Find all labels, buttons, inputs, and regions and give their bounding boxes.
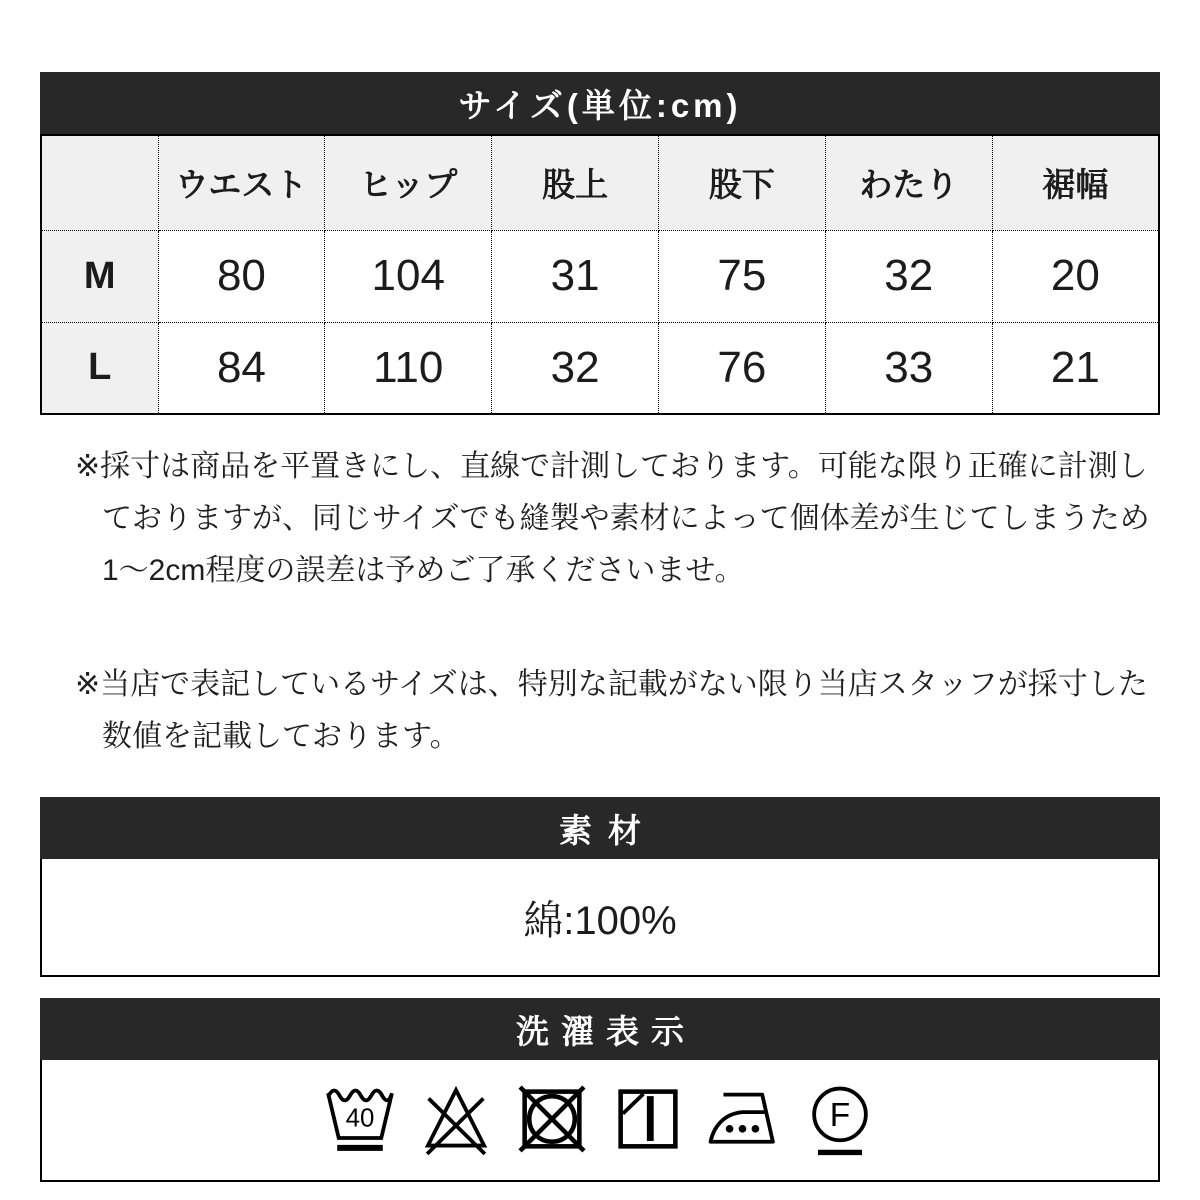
size-table-header-row	[41, 135, 1159, 230]
size-table	[40, 134, 1160, 415]
material-value: 綿:100%	[523, 898, 677, 943]
cell-l-waist: 84	[158, 322, 325, 414]
cell-m-hem: 20	[992, 230, 1159, 322]
col-header-hem: 裾幅	[992, 135, 1159, 230]
sizing-note	[75, 659, 1160, 763]
no-bleach-icon	[418, 1079, 494, 1162]
cell-l-hem: 21	[992, 322, 1159, 414]
dry-clean-letter: F	[829, 1096, 851, 1134]
dry-clean-petroleum-gentle-icon	[802, 1079, 878, 1162]
col-header-thigh: わたり	[825, 135, 992, 230]
col-header-hip: ヒップ	[325, 135, 492, 230]
wash-section-title: 洗濯表示	[516, 1012, 696, 1050]
wash-icons-row	[40, 1060, 1160, 1182]
wash-section	[40, 998, 1160, 1182]
col-header-rise: 股上	[492, 135, 659, 230]
cell-m-thigh: 32	[825, 230, 992, 322]
cell-l-thigh: 33	[825, 322, 992, 414]
measurement-note	[75, 441, 1160, 597]
size-label-m: M	[41, 230, 158, 322]
size-label-l: L	[41, 322, 158, 414]
wash-40-gentle-icon	[322, 1079, 398, 1162]
cell-l-rise: 32	[492, 322, 659, 414]
col-header-inseam: 股下	[658, 135, 825, 230]
size-section	[40, 72, 1160, 415]
cell-m-inseam: 75	[658, 230, 825, 322]
col-header-waist: ウエスト	[158, 135, 325, 230]
sizing-note-line-1: ※当店で表記しているサイズは、特別な記載がない限り当店スタッフが採寸した	[75, 668, 1148, 701]
shade-line-dry-icon	[610, 1079, 686, 1162]
material-section	[40, 797, 1160, 977]
measurement-note-line-3: 1〜2cm程度の誤差は予めご了承くださいませ。	[102, 554, 745, 587]
cell-m-waist: 80	[158, 230, 325, 322]
cell-m-rise: 31	[492, 230, 659, 322]
material-content	[40, 859, 1160, 977]
size-section-title: サイズ(単位:cm)	[458, 86, 742, 124]
size-row-m	[41, 230, 1159, 322]
size-table-corner-cell	[41, 135, 158, 230]
cell-l-hip: 110	[325, 322, 492, 414]
notes-block	[40, 441, 1160, 763]
material-section-header	[40, 797, 1160, 859]
material-section-title: 素材	[559, 811, 657, 849]
size-row-l	[41, 322, 1159, 414]
measurement-note-line-2: ておりますが、同じサイズでも縫製や素材によって個体差が生じてしまうため	[102, 502, 1150, 535]
wash-temp-label: 40	[345, 1104, 375, 1133]
cell-m-hip: 104	[325, 230, 492, 322]
measurement-note-line-1: ※採寸は商品を平置きにし、直線で計測しております。可能な限り正確に計測し	[75, 450, 1148, 483]
iron-high-temp-icon	[706, 1079, 782, 1162]
size-section-header	[40, 72, 1160, 134]
no-tumble-dry-icon	[514, 1079, 590, 1162]
cell-l-inseam: 76	[658, 322, 825, 414]
sizing-note-line-2: 数値を記載しております。	[102, 720, 460, 753]
wash-section-header	[40, 998, 1160, 1060]
